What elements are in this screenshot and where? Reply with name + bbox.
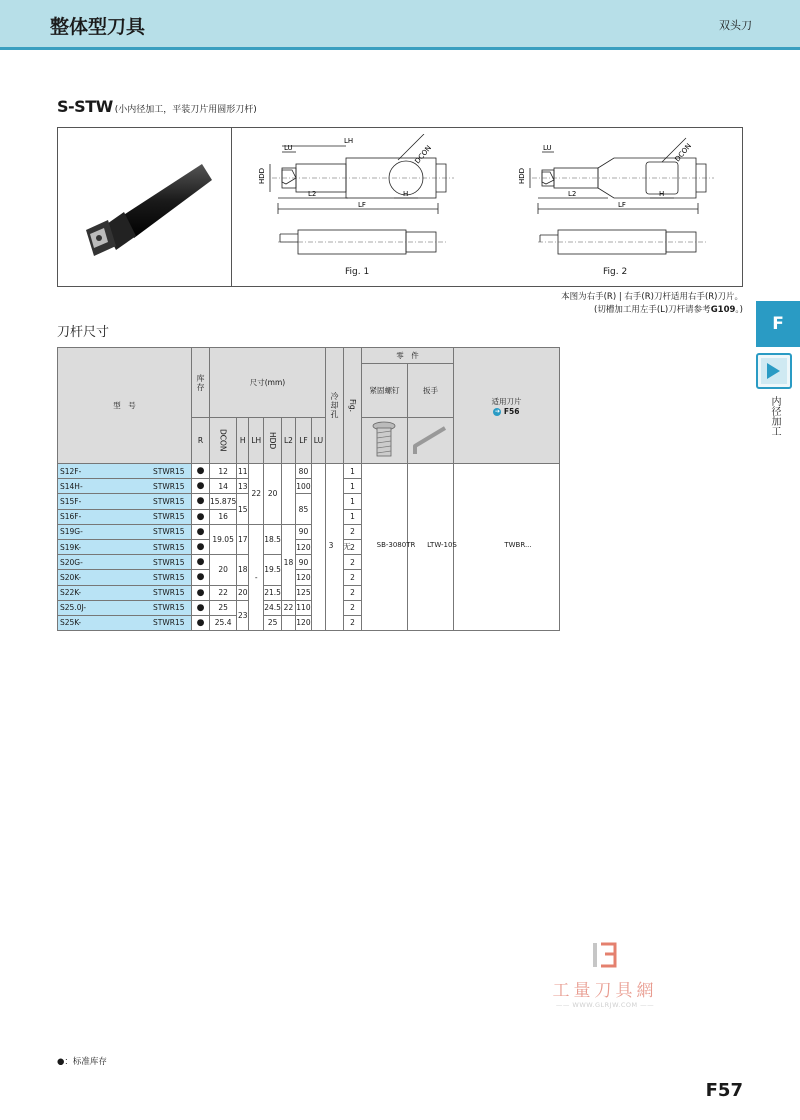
page-header: [0, 0, 800, 50]
model-prefix: S25.0J-: [60, 603, 87, 613]
cell-l2-empty: [281, 464, 295, 525]
stock-mark: ●: [192, 509, 210, 524]
cell-lh: -: [249, 524, 264, 630]
watermark-logo-icon: [589, 940, 621, 970]
model-prefix: S19K-: [60, 542, 82, 552]
model-suffix: STWR15: [153, 618, 185, 628]
fig2-dim-lf: LF: [618, 201, 626, 209]
cell-h: 20: [237, 585, 249, 600]
model-suffix: STWR15: [153, 466, 185, 476]
cell-fig: 1: [343, 494, 361, 509]
cell-h: 15: [237, 494, 249, 524]
cell-h: 18: [237, 555, 249, 585]
cell-fig: 2: [343, 600, 361, 615]
fig1-label: Fig. 1: [345, 267, 370, 277]
stock-mark: ●: [192, 585, 210, 600]
cell-lf: 125: [295, 585, 311, 600]
fig2-dim-hdd: HDD: [518, 167, 526, 184]
cell-h: 13: [237, 479, 249, 494]
stock-mark: ●: [192, 615, 210, 630]
fig1-dim-hdd: HDD: [258, 167, 266, 184]
model-suffix: STWR15: [153, 481, 185, 491]
holder-spec-table: [57, 347, 560, 631]
header-coolant: 冷却孔: [325, 348, 343, 464]
cell-hdd: 25: [264, 615, 282, 630]
model-suffix: STWR15: [153, 557, 185, 567]
model-prefix: S20K-: [60, 572, 82, 582]
cell-lf: 80: [295, 464, 311, 479]
model-prefix: S14H-: [60, 481, 83, 491]
fig2-drawing: [518, 134, 728, 264]
stock-mark: ●: [192, 494, 210, 509]
cell-lf: 90: [295, 524, 311, 539]
watermark-url: —— WWW.GLRJW.COM ——: [555, 1001, 655, 1009]
cell-fig: 1: [343, 464, 361, 479]
model-prefix: S22K-: [60, 588, 82, 598]
stock-mark: ●: [192, 570, 210, 585]
cell-lf: 90: [295, 555, 311, 570]
cell-hdd: 18.5: [264, 524, 282, 554]
cell-hdd: 21.5: [264, 585, 282, 600]
screw-icon: [371, 420, 397, 460]
header-insert: 适用刀片 ➔ F56: [453, 348, 559, 464]
model-prefix: S15F-: [60, 496, 82, 506]
cell-lf: 100: [295, 479, 311, 494]
cell-dcon: 20: [210, 555, 237, 585]
header-r: R: [192, 418, 210, 464]
model-suffix: STWR15: [153, 512, 185, 522]
cell-fig: 1: [343, 479, 361, 494]
header-lu: LU: [311, 418, 325, 464]
header-dcon: DCON: [210, 418, 237, 464]
wrench-icon: [409, 420, 451, 460]
cell-lf: 120: [295, 539, 311, 554]
fig1-dim-lh: LH: [344, 137, 354, 145]
page-number: F57: [705, 1080, 743, 1101]
wrench-image: [407, 418, 453, 464]
cell-lf: 120: [295, 570, 311, 585]
cell-dcon: 15.875: [210, 494, 237, 509]
cell-l2: 18: [281, 524, 295, 600]
side-tab-letter[interactable]: F: [756, 301, 800, 347]
model-suffix: STWR15: [153, 527, 185, 537]
cell-dcon: 16: [210, 509, 237, 524]
page-title: 整体型刀具: [50, 16, 146, 38]
stock-mark: ●: [192, 464, 210, 479]
cell-h: 17: [237, 524, 249, 554]
fig1-dim-dcon: DCON: [413, 144, 434, 166]
page-subtitle: 双头刀: [719, 19, 752, 32]
figure-divider: [231, 128, 232, 286]
cell-dcon: 19.05: [210, 524, 237, 554]
fig2-dim-h: H: [659, 190, 665, 198]
cell-dcon: 12: [210, 464, 237, 479]
cell-h: 11: [237, 464, 249, 479]
header-parts: 零 件: [361, 348, 453, 364]
screw-value: SB-3080TR: [376, 541, 416, 549]
cell-fig: 2: [343, 585, 361, 600]
cell-fig: 2: [343, 539, 361, 554]
cell-fig: 2: [343, 570, 361, 585]
wrench-value: LTW-10S: [427, 541, 457, 549]
header-hdd: HDD: [264, 418, 282, 464]
model-suffix: STWR15: [153, 572, 185, 582]
fig1-drawing: [258, 134, 468, 264]
coolant-value: 无: [343, 542, 351, 551]
model-suffix: STWR15: [153, 542, 185, 552]
insert-value: TWBR...: [504, 541, 532, 549]
cell-h: 23: [237, 600, 249, 630]
fig2-dim-dcon: DCON: [673, 142, 694, 164]
note-line-2: (切槽加工用左手(L)刀杆请参考G109。): [594, 305, 743, 315]
header-model: 型 号: [58, 348, 192, 464]
footnote: ●：标准库存: [57, 1057, 107, 1067]
cell-fig: 2: [343, 524, 361, 539]
lu-value: 3: [328, 541, 334, 550]
cell-lh: 22: [249, 464, 264, 525]
header-wrench: 扳手: [407, 364, 453, 418]
header-stock: 库存: [192, 348, 210, 418]
fig1-dim-lu: LU: [284, 144, 293, 152]
fig1-dim-l2: L2: [308, 190, 317, 198]
header-l2: L2: [281, 418, 295, 464]
watermark-text: 工量刀具網: [552, 981, 658, 1001]
cell-hdd: 24.5: [264, 600, 282, 615]
arrow-icon: ➔: [494, 407, 500, 415]
cell-lf: 120: [295, 615, 311, 630]
cell-lf: 110: [295, 600, 311, 615]
cell-hdd: 20: [264, 464, 282, 525]
header-h: H: [237, 418, 249, 464]
watermark: [540, 940, 670, 1009]
cell-dcon: 25: [210, 600, 237, 615]
model-suffix: STWR15: [153, 603, 185, 613]
header-dimensions: 尺寸(mm): [210, 348, 326, 418]
header-lh: LH: [249, 418, 264, 464]
note-line-1: 本图为右手(R) | 右手(R)刀杆适用右手(R)刀片。: [561, 292, 743, 302]
fig2-dim-l2: L2: [568, 190, 577, 198]
figure-panel: [57, 127, 743, 287]
model-prefix: S19G-: [60, 527, 83, 537]
cell-lf: 85: [295, 494, 311, 524]
cell-dcon: 25.4: [210, 615, 237, 630]
stock-mark: ●: [192, 524, 210, 539]
cell-fig: 2: [343, 555, 361, 570]
insert-page-ref[interactable]: F56: [503, 406, 520, 416]
header-fig: Fig.: [343, 348, 361, 464]
product-heading: [57, 97, 257, 116]
cell-dcon: 22: [210, 585, 237, 600]
model-prefix: S16F-: [60, 512, 82, 522]
header-lf: LF: [295, 418, 311, 464]
cell-fig: 2: [343, 615, 361, 630]
screw-image: [361, 418, 407, 464]
cell-l2-empty: [281, 615, 295, 630]
product-description: (小内径加工，平装刀片用圆形刀杆): [114, 105, 257, 115]
model-suffix: STWR15: [153, 588, 185, 598]
internal-turning-icon: [758, 355, 790, 387]
stock-mark: ●: [192, 539, 210, 554]
fig1-dim-h: H: [403, 190, 409, 198]
cell-fig: 1: [343, 509, 361, 524]
fig1-dim-lf: LF: [358, 201, 366, 209]
stock-mark: ●: [192, 600, 210, 615]
stock-mark: ●: [192, 555, 210, 570]
product-code: S-STW: [57, 97, 113, 116]
table-row: [58, 464, 560, 479]
model-prefix: S25K-: [60, 618, 82, 628]
fig2-label: Fig. 2: [603, 267, 628, 277]
tool-photo: [64, 138, 224, 278]
model-prefix: S20G-: [60, 557, 83, 567]
model-suffix: STWR15: [153, 496, 185, 506]
side-tab-label: 内径加工: [769, 396, 780, 436]
section-title: 刀杆尺寸: [57, 325, 110, 340]
model-prefix: S12F-: [60, 466, 82, 476]
stock-mark: ●: [192, 479, 210, 494]
side-tab-icon: [756, 353, 792, 389]
cell-hdd: 19.5: [264, 555, 282, 585]
cell-dcon: 14: [210, 479, 237, 494]
note-page-ref: G109: [710, 305, 736, 315]
fig2-dim-lu: LU: [543, 144, 552, 152]
cell-l2: 22: [281, 600, 295, 615]
header-screw: 紧固螺钉: [361, 364, 407, 418]
